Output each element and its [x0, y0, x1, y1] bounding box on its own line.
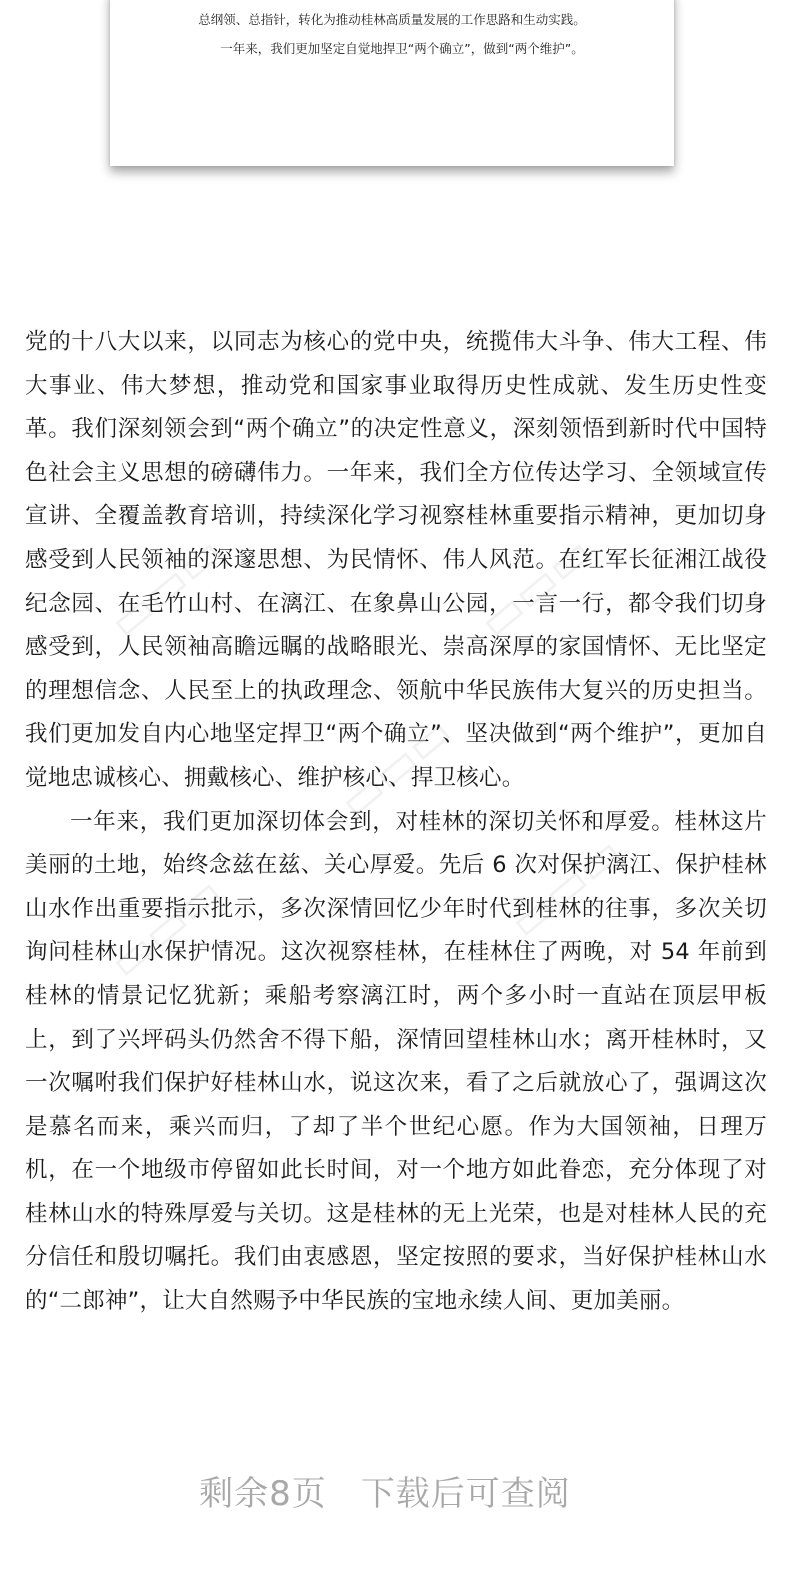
- article-paragraph: 一年来，我们更加深切体会到，对桂林的深切关怀和厚爱。桂林这片美丽的土地，始终念兹在兹、关心厚爱。先后 6 次对保护漓江、保护桂林山水作出重要指示批示，多次深情回忆少年时代到桂林的往事，多次关切询问桂林山水保护情况。这次视察桂林，在桂林住了两晚，对 54 年前到桂林的情景记忆犹新；乘船考察漓江时，两个多小时一直站在顶层甲板上，到了兴坪码头仍然舍不得下船，深情回望桂林山水；离开桂林时，又一次嘱咐我们保护好桂林山水，说这次来，看了之后就放心了，强调这次是慕名而来，乘兴而归，了却了半个世纪心愿。作为大国领袖，日理万机，在一个地级市停留如此长时间，对一个地方如此眷恋，充分体现了对桂林山水的特殊厚爱与关切。这是桂林的无上光荣，也是对桂林人民的充分信任和殷切嘱托。我们由衷感恩，坚定按照的要求，当好保护桂林山水的“二郎神”，让大自然赐予中华民族的宝地永续人间、更加美丽。: [25, 808, 767, 1315]
- preview-line-2: 一年来，我们更加坚定自觉地捍卫“两个确立”，做到“两个维护”。: [220, 41, 584, 56]
- watermark-logo: ▭▭▭: [97, 864, 233, 990]
- watermark-logo: ▭▭▭: [467, 524, 603, 650]
- article-body: [25, 321, 767, 1324]
- document-preview-card: [110, 0, 674, 166]
- preview-line-1: 总纲领、总指针，转化为推动桂林高质量发展的工作思路和生动实践。: [198, 12, 586, 27]
- remaining-pages-label: 剩余8页: [199, 1474, 327, 1514]
- watermark-logo: ▭▭▭: [97, 524, 233, 650]
- download-prompt[interactable]: [0, 1466, 770, 1515]
- watermark-logo: ▭▭▭: [327, 704, 463, 830]
- download-to-view-label: 下载后可查阅: [360, 1474, 571, 1514]
- article-paragraph: 党的十八大以来，以同志为核心的党中央，统揽伟大斗争、伟大工程、伟大事业、伟大梦想，推动党和国家事业取得历史性成就、发生历史性变革。我们深刻领会到“两个确立”的决定性意义，深刻领悟到新时代中国特色社会主义思想的磅礴伟力。一年来，我们全方位传达学习、全领域宣传宣讲、全覆盖教育培训，持续深化学习视察桂林重要指示精神，更加切身感受到人民领袖的深邃思想、为民情怀、伟人风范。在红军长征湘江战役纪念园、在毛竹山村、在漓江、在象鼻山公园，一言一行，都令我们切身感受到，人民领袖高瞻远瞩的战略眼光、崇高深厚的家国情怀、无比坚定的理想信念、人民至上的执政理念、领航中华民族伟大复兴的历史担当。我们更加发自内心地坚定捍卫“两个确立”、坚决做到“两个维护”，更加自觉地忠诚核心、拥戴核心、维护核心、捍卫核心。: [25, 329, 767, 791]
- watermark-logo: ▭▭▭: [497, 824, 633, 950]
